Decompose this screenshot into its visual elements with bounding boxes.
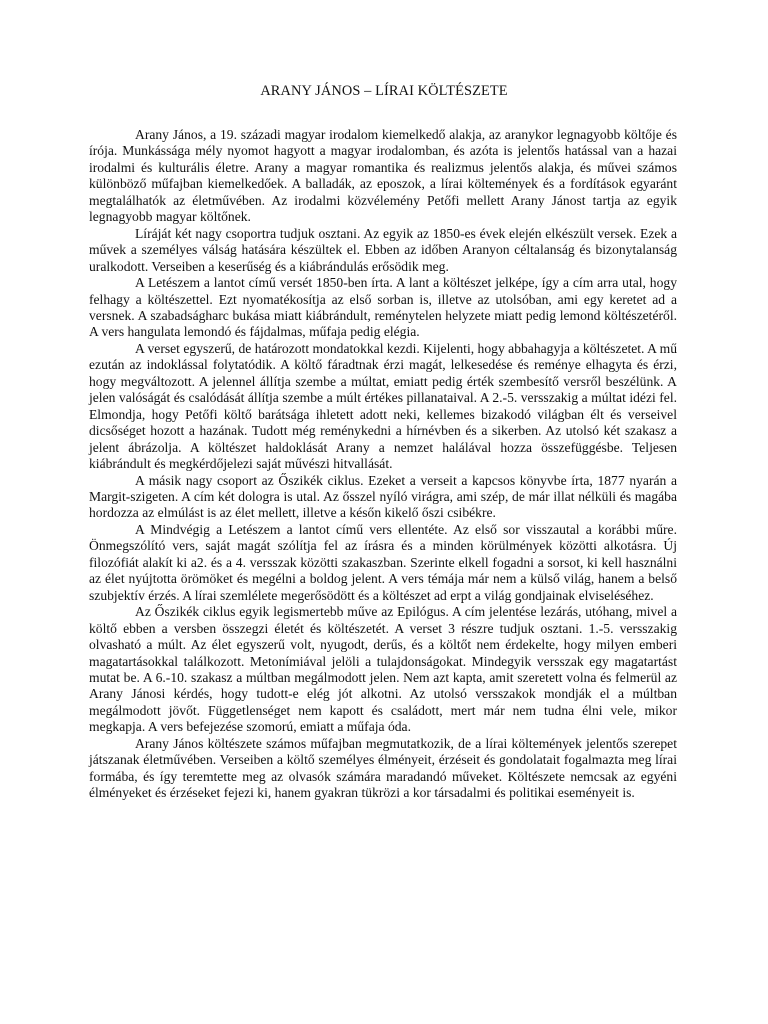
paragraph: A verset egyszerű, de határozott mondatokkal kezdi. Kijelenti, hogy abbahagyja a költészetet. A mű ezután az indoklással folytatódik. A költő fáradtnak érzi magát, lelkesedése és reménye elhagyta és érzi, hogy megváltozott. A jelennel állítja szembe a múltat, emiatt pedig érték szembesítő versről beszélünk. A jelen valóságát és csalódását állítja szembe a múlt értékes pillanataival. A 2.-5. versszakig a múltat idézi fel. Elmondja, hogy Petőfi költő barátsága ihletett adott neki, kellemes bizakodó világban élt és verseivel dicsőséget hozott a hazának. Tudott még reménykedni a hírnévben és a sikerben. Az utolsó két szakasz a jelent ábrázolja. A költészet haldoklását Arany a nemzet halálával hozza összefüggésbe. Teljesen kiábrándult és megkérdőjelezi saját művészi hitvallását. bbox=[89, 340, 677, 472]
paragraph: A Mindvégig a Letészem a lantot című vers ellentéte. Az első sor visszautal a korábbi műre. Önmegszólító vers, saját magát szólítja fel az írásra és a minden körülmények közötti alkotásra. Új filozófiát alakít ki a2. és a 4. versszak közötti szakaszban. Szerinte elkell fogadni a sorsot, ki kell használni az élet nyújtotta örömöket és megélni a boldog jelent. A vers témája már nem a külső világ, hanem a belső szubjektív érzés. A lírai szemlélete megerősödött és a költészet ad erpt a világ gondjainak elviseléséhez. bbox=[89, 521, 677, 603]
paragraph: Arany János, a 19. századi magyar irodalom kiemelkedő alakja, az aranykor legnagyobb költője és írója. Munkássága mély nyomot hagyott a magyar irodalomban, és azóta is jelentős hatással van a hazai irodalmi és kulturális életre. Arany a magyar romantika és realizmus jelentős alakja, és művei számos különböző műfajban kiemelkedőek. A balladák, az eposzok, a lírai költemények és a fordítások egyaránt megtalálhatók az életművében. Az irodalmi közvélemény Petőfi mellett Arany Jánost tartja az egyik legnagyobb magyar költőnek. bbox=[89, 127, 677, 225]
paragraph: Arany János költészete számos műfajban megmutatkozik, de a lírai költemények jelentős szerepet játszanak életművében. Verseiben a költő személyes élményeit, érzéseit és gondolatait fogalmazta meg lírai formába, és így teremtette meg az olvasók számára maradandó műveket. Költészete nemcsak az egyéni élményeket és érzéseket fejezi ki, hanem gyakran tükrözi a kor társadalmi és politikai eseményeit is. bbox=[89, 735, 677, 801]
paragraph: Líráját két nagy csoportra tudjuk osztani. Az egyik az 1850-es évek elején elkészült versek. Ezek a művek a személyes válság hatására készültek el. Ebben az időben Aranyon céltalanság és bizonytalanság uralkodott. Verseiben a keserűség és a kiábrándulás erősödik meg. bbox=[89, 225, 677, 274]
paragraph: A másik nagy csoport az Őszikék ciklus. Ezeket a verseit a kapcsos könyvbe írta, 1877 nyarán a Margit-szigeten. A cím két dologra is utal. Az ősszel nyíló virágra, ami szép, de már illat nélküli és magába hordozza az elmúlást is az élet mellett, illetve a későn kikelő őszi csibékre. bbox=[89, 472, 677, 521]
paragraph: A Letészem a lantot című versét 1850-ben írta. A lant a költészet jelképe, így a cím arra utal, hogy felhagy a költészettel. Ezt nyomatékosítja az első sorban is, illetve az utolsóban, ami egy keretet ad a versnek. A szabadságharc bukása miatt kiábrándult, reménytelen helyzete miatt pedig lemond költészetéről. A vers hangulata lemondó és fájdalmas, műfaja pedig elégia. bbox=[89, 275, 677, 340]
document-title: ARANY JÁNOS – LÍRAI KÖLTÉSZETE bbox=[260, 83, 508, 99]
document-body bbox=[89, 127, 677, 802]
paragraph: Az Őszikék ciklus egyik legismertebb műve az Epilógus. A cím jelentése lezárás, utóhang, mivel a költő ebben a versben összegzi életét és költészetét. A verset 3 részre tudjuk osztani. 1.-5. versszakig olvasható a múlt. Az élet egyszerű volt, nyugodt, derűs, és a költőt nem érdekelte, hogy milyen emberi magatartásokkal találkozott. Metonímiával jelöli a tulajdonságokat. Mindegyik versszak egy magatartást mutat be. A 6.-10. szakasz a múltban megálmodott jelen. Nem azt kapta, amit szeretett volna és felmerül az Arany Jánosi kérdés, hogy tudott-e elég jót alkotni. Az utolsó versszakok mondják el a múltban megálmodott jövőt. Függetlenséget nem kapott és családott, mert már nem tudna élni vele, mikor megkapja. A vers befejezése szomorú, emiatt a műfaja óda. bbox=[89, 604, 677, 735]
